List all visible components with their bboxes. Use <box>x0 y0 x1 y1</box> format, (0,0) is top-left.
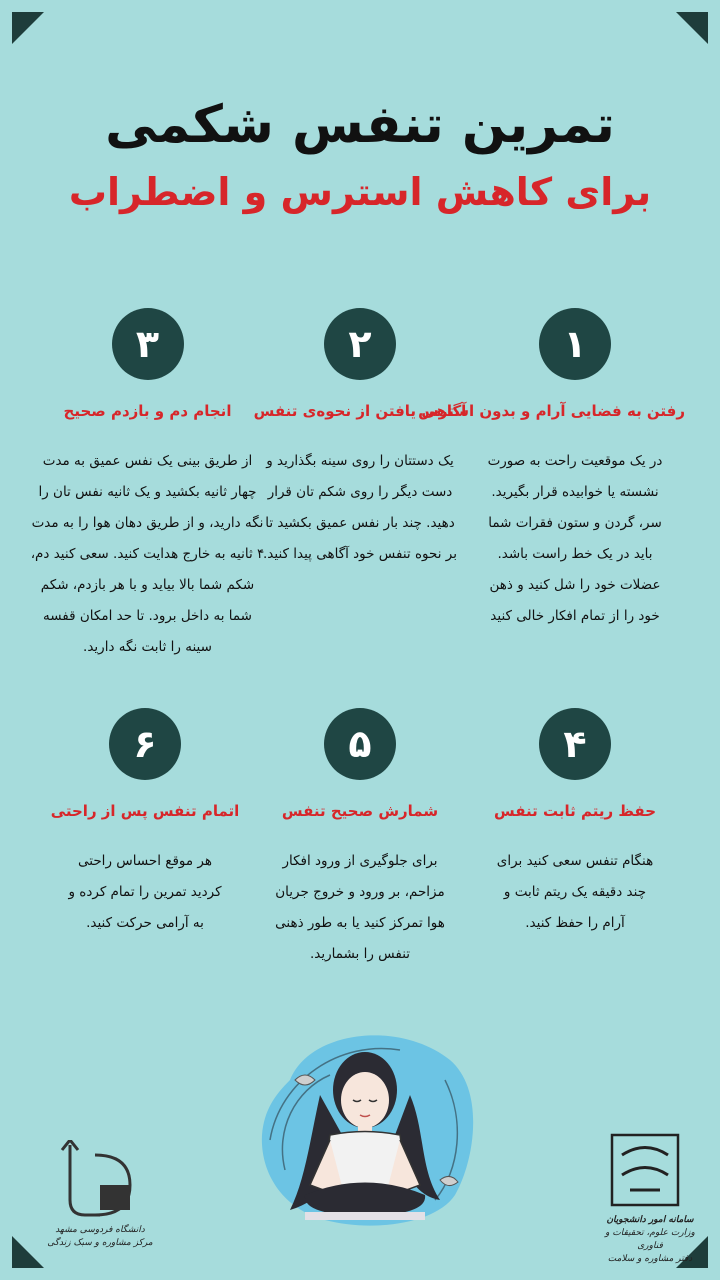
student-affairs-name: سامانه امور دانشجویان <box>606 1215 694 1225</box>
step-number-badge: ۵ <box>324 708 396 780</box>
page-subtitle: برای کاهش استرس و اضطراب <box>68 170 652 214</box>
step-number-badge: ۶ <box>109 708 181 780</box>
step-number-badge: ۲ <box>324 308 396 380</box>
university-name: دانشگاه فردوسی مشهد <box>55 1225 145 1235</box>
step-5 <box>250 708 470 970</box>
step-number-badge: ۴ <box>539 708 611 780</box>
step-number-badge: ۱ <box>539 308 611 380</box>
step-description: هنگام تنفس سعی کنید برای چند دقیقه یک ریتم ثابت و آرام را حفظ کنید. <box>496 853 654 931</box>
ministry-name: وزارت علوم، تحقیقات و فناوری <box>605 1228 695 1251</box>
step-1 <box>418 308 685 632</box>
step-3 <box>30 308 265 663</box>
center-name: مرکز مشاوره و سبک زندگی <box>47 1238 153 1248</box>
step-description: در یک موقعیت راحت به صورت نشسته یا خوابیده قرار بگیرید. سر، گردن و ستون فقرات شما باید در یک خط راست باشد. عضلات خود را شل کنید و ذهن خود را از تمام افکار خالی کنید <box>487 453 663 624</box>
student-affairs-emblem-icon <box>600 1130 690 1210</box>
university-emblem-icon <box>40 1140 160 1220</box>
step-4 <box>465 708 685 939</box>
step-title: حفظ ریتم ثابت تنفس <box>493 802 657 820</box>
step-description: یک دستتان را روی سینه بگذارید و دست دیگر را روی شکم تان قرار دهید. چند بار نفس عمیق بکشید تا بر نحوه تنفس خود آگاهی پیدا کنید. <box>263 453 457 562</box>
step-title: شمارش صحیح تنفس <box>281 802 439 820</box>
step-2 <box>250 308 470 570</box>
step-description: برای جلوگیری از ورود افکار مزاحم، بر ورود و خروج جریان هوا تمرکز کنید یا به طور ذهنی تنفس را بشمارید. <box>275 853 445 962</box>
corner-decoration-top-right <box>676 12 708 44</box>
step-title: آگاهی یافتن از نحوه‌ی تنفس <box>253 402 467 420</box>
step-number-badge: ۳ <box>112 308 184 380</box>
university-logo <box>40 1140 160 1260</box>
page-title: تمرین تنفس شکمی <box>105 95 615 155</box>
step-description: هر موقع احساس راحتی کردید تمرین را تمام کرده و به آرامی حرکت کنید. <box>68 853 222 931</box>
student-affairs-logo <box>600 1130 700 1264</box>
step-6 <box>35 708 255 939</box>
corner-decoration-top-left <box>12 12 44 44</box>
step-description: از طریق بینی یک نفس عمیق به مدت چهار ثانیه بکشید و یک ثانیه نفس تان را نگه دارید، و از طریق دهان هوا را به مدت ۴ ثانیه به خارج هدایت کنید. سعی کنید دم، شکم شما بالا بیاید و با هر بازدم، شکم شما به داخل برود. تا حد امکان قفسه سینه را ثابت نگه دارید. <box>30 453 265 655</box>
step-title: انجام دم و بازدم صحیح <box>63 402 232 420</box>
step-title: رفتن به فضایی آرام و بدون استرس <box>418 402 685 420</box>
step-title: اتمام تنفس پس از راحتی <box>50 802 240 820</box>
meditating-woman-illustration <box>250 1020 480 1230</box>
office-name: دفتر مشاوره و سلامت <box>607 1254 693 1264</box>
